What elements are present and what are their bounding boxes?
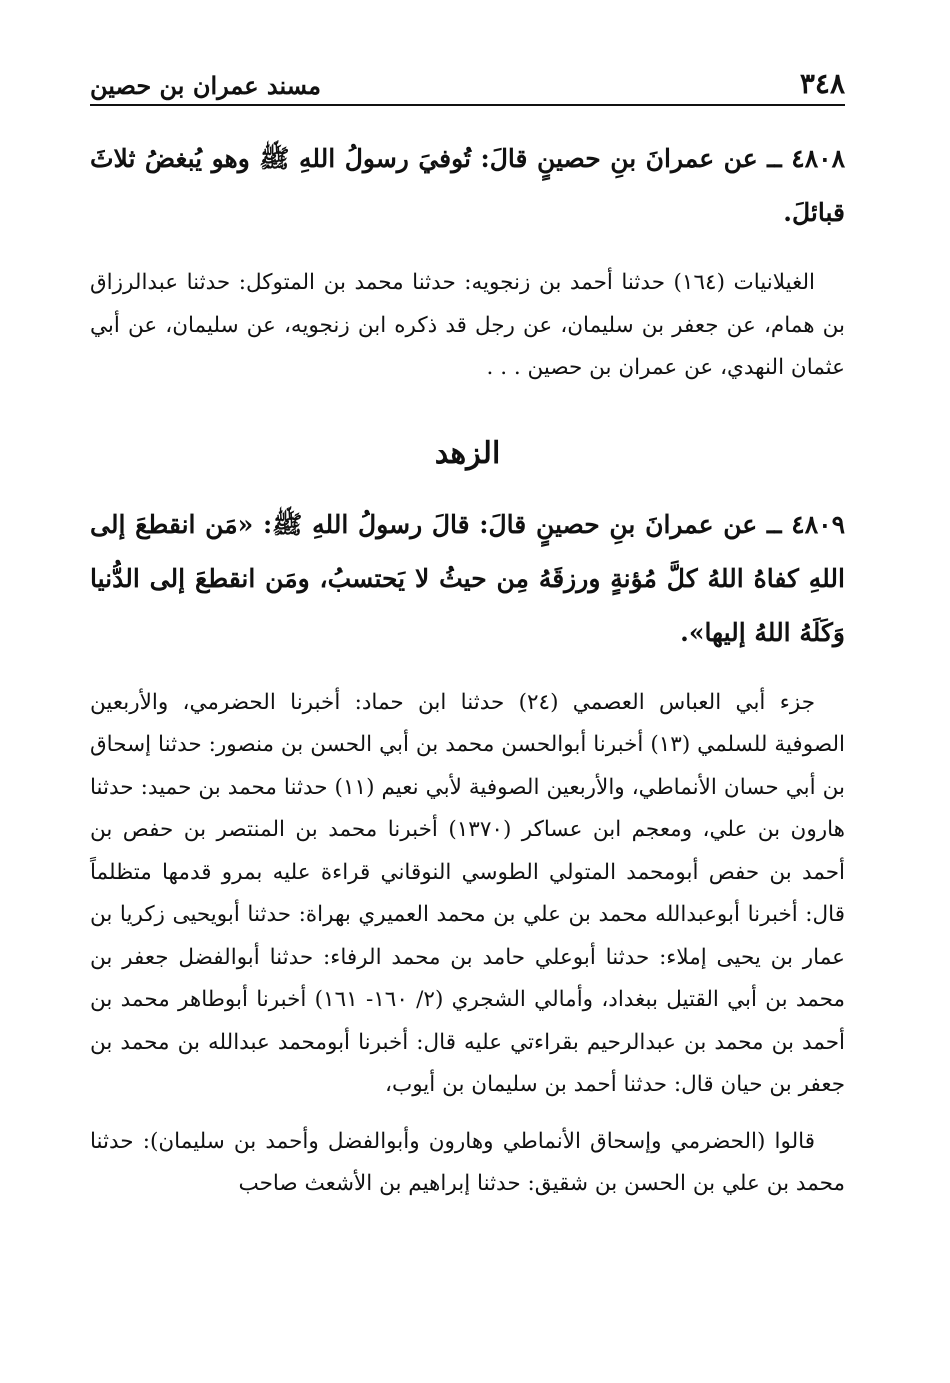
hadith-4808-sources: الغيلانيات (١٦٤) حدثنا أحمد بن زنجويه: حدثنا محمد بن المتوكل: حدثنا عبدالرزاق بن همام، عن جعفر بن سليمان، عن رجل قد ذكره ابن زنجويه، عن سليمان، عن أبي عثمان النهدي، عن عمران بن حصين . . . — [90, 270, 845, 380]
section-title: الزهد — [434, 435, 501, 471]
hadith-4809-text: ٤٨٠٩ ــ عن عمرانَ بنِ حصينٍ قالَ: قالَ رسولُ اللهِ ﷺ: «مَن انقطعَ إلى اللهِ كفاهُ اللهُ كلَّ مُؤنةٍ ورزقَهُ مِن حيثُ لا يَحتسبُ، ومَن انقطعَ إلى الدُّنيا وَكَلَهُ اللهُ إليها». — [90, 509, 845, 647]
hadith-4809-sources-paragraph-2: قالوا (الحضرمي وإسحاق الأنماطي وهارون وأبوالفضل وأحمد بن سليمان): حدثنا محمد بن علي بن الحسن بن شقيق: حدثنا إبراهيم بن الأشعث صاحب — [90, 1128, 845, 1196]
running-header — [90, 58, 845, 106]
running-header-title: مسند عمران بن حصين — [90, 71, 322, 100]
hadith-4808-text: ٤٨٠٨ ــ عن عمرانَ بنِ حصينٍ قالَ: تُوفيَ رسولُ اللهِ ﷺ وهو يُبغضُ ثلاثَ قبائلَ. — [90, 144, 845, 227]
hadith-4809-sources-paragraph-1: جزء أبي العباس العصمي (٢٤) حدثنا ابن حماد: أخبرنا الحضرمي، والأربعين الصوفية للسلمي (١٣) أخبرنا أبوالحسن محمد بن أبي الحسن بن منصور: حدثنا إسحاق بن أبي حسان الأنماطي، والأربعين الصوفية لأبي نعيم (١١) حدثنا محمد بن حميد: حدثنا هارون بن علي، ومعجم ابن عساكر (١٣٧٠) أخبرنا محمد بن المنتصر بن حفص بن أحمد بن حفص أبومحمد المتولي الطوسي النوقاني قراءة عليه بمرو قدمها متظلماً قال: أخبرنا أبوعبدالله محمد بن علي بن محمد العميري بهراة: حدثنا أبويحيى زكريا بن عمار بن يحيى إملاء: حدثنا أبوعلي حامد بن محمد الرفاء: حدثنا أبوالفضل جعفر بن محمد بن أبي القتيل ببغداد، وأمالي الشجري (٢/ ١٦٠- ١٦١) أخبرنا أبوطاهر محمد بن أحمد بن محمد بن عبدالرحيم بقراءتي عليه قال: أخبرنا أبومحمد عبدالله بن محمد بن جعفر بن حيان قال: حدثنا أحمد بن سليمان بن أيوب، — [90, 689, 846, 1097]
book-page — [90, 58, 845, 1206]
page-number: ٣٤٨ — [799, 67, 845, 100]
